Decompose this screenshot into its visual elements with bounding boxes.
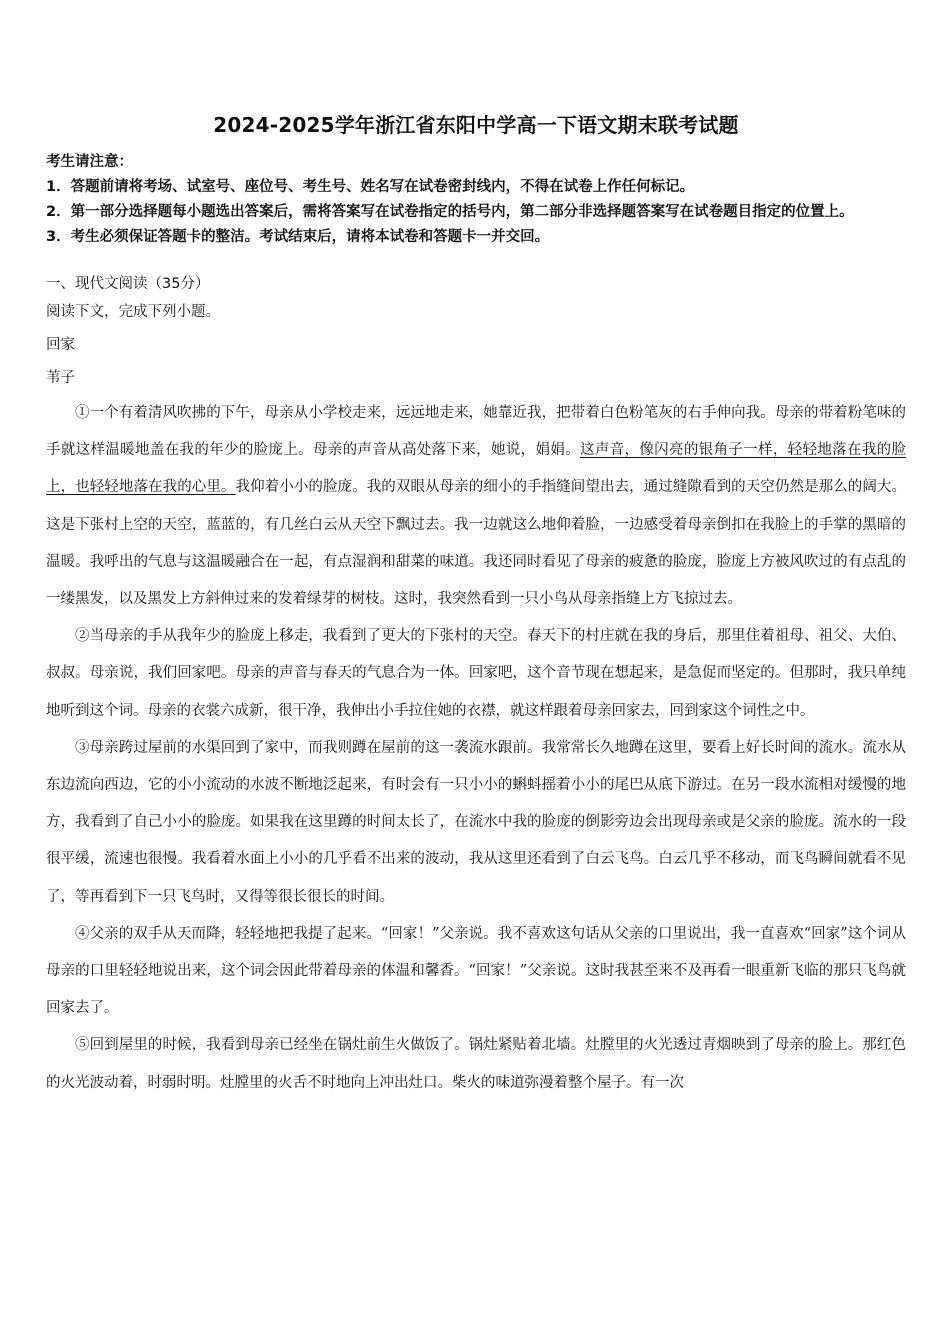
paragraph-5: ⑤回到屋里的时候，我看到母亲已经坐在锅灶前生火做饭了。锅灶紧贴着北墙。灶膛里的火光透过青烟映到了母亲的脸上。那红色的火光波动着，时弱时明。灶膛里的火舌不时地向上冲出灶口。柴火的味道弥漫着整个屋子。有一次 (46, 1037, 906, 1091)
underlined-sentence: 这声音，像闪亮的银角子一样，轻轻地落在我的脸上，也轻轻地落在我的心里。 (46, 442, 906, 496)
paragraph-1 (46, 395, 906, 618)
exam-title: 2024-2025学年浙江省东阳中学高一下语文期末联考试题 (213, 113, 739, 137)
candidate-notice (46, 150, 906, 250)
notice-item: 3．考生必须保证答题卡的整洁。考试结束后，请将本试卷和答题卡一并交回。 (46, 229, 550, 245)
exam-page (46, 110, 906, 1102)
reading-instruction: 阅读下文，完成下列小题。 (46, 304, 220, 320)
article-title: 回家 (46, 337, 75, 353)
notice-item: 1．答题前请将考场、试室号、座位号、考生号、姓名写在试卷密封线内，不得在试卷上作任何标记。 (46, 179, 695, 195)
section-heading: 一、现代文阅读（35分） (46, 276, 210, 292)
paragraph-2: ②当母亲的手从我年少的脸庞上移走，我看到了更大的下张村的天空。春天下的村庄就在我的身后，那里住着祖母、祖父、大伯、叔叔。母亲说，我们回家吧。母亲的声音与春天的气息合为一体。回家吧，这个音节现在想起来，是急促而坚定的。但那时，我只单纯地听到这个词。母亲的衣裳六成新，很干净，我伸出小手拉住她的衣襟，就这样跟着母亲回家去，回到家这个词性之中。 (46, 628, 906, 719)
notice-heading: 考生请注意： (46, 154, 133, 170)
paragraph-4: ④父亲的双手从天而降，轻轻地把我提了起来。“回家！”父亲说。我不喜欢这句话从父亲的口里说出，我一直喜欢“回家”这个词从母亲的口里轻轻地说出来，这个词会因此带着母亲的体温和馨香。“回家！”父亲说。这时我甚至来不及再看一眼重新飞临的那只飞鸟就回家去了。 (46, 925, 906, 1017)
paragraph-3: ③母亲跨过屋前的水渠回到了家中，而我则蹲在屋前的这一袭流水跟前。我常常长久地蹲在这里，要看上好长时间的流水。流水从东边流向西边，它的小小流动的水波不断地泛起来，有时会有一只小小的蝌蚪摇着小小的尾巴从底下游过。在另一段水流相对缓慢的地方，我看到了自己小小的脸庞。如果我在这里蹲的时间太长了，在流水中我的脸庞的倒影旁边会出现母亲或是父亲的脸庞。流水的一段很平缓，流速也很慢。我看着水面上小小的几乎看不出来的波动，我从这里还看到了白云飞鸟。白云几乎不移动，而飞鸟瞬间就看不见了，等再看到下一只飞鸟时，又得等很长很长的时间。 (46, 739, 906, 905)
notice-item: 2．第一部分选择题每小题选出答案后，需将答案写在试卷指定的括号内，第二部分非选择题答案写在试卷题目指定的位置上。 (46, 204, 854, 220)
article-author: 苇子 (46, 370, 75, 386)
paragraph-1-text-after: 我仰着小小的脸庞。我的双眼从母亲的细小的手指缝间望出去，通过缝隙看到的天空仍然是那么的阔大。这是下张村上空的天空，蓝蓝的，有几丝白云从天空下飘过去。我一边就这么地仰着脸，一边感受着母亲倒扣在我脸上的手掌的黑暗的温暖。我呼出的气息与这温暖融合在一起，有点湿润和甜菜的味道。我还同时看见了母亲的疲惫的脸庞，脸庞上方被风吹过的有点乱的一缕黑发，以及黑发上方斜伸过来的发着绿芽的树枝。这时，我突然看到一只小鸟从母亲指缝上方飞掠过去。 (46, 479, 907, 608)
paragraph-1-text-before: ①一个有着清风吹拂的下午，母亲从小学校走来，远远地走来，她靠近我，把带着白色粉笔灰的右手伸向我。母亲的带着粉笔味的手就这样温暖地盖在我的年少的脸庞上。母亲的声音从高处落下来，她说，娟娟。 (46, 405, 906, 459)
